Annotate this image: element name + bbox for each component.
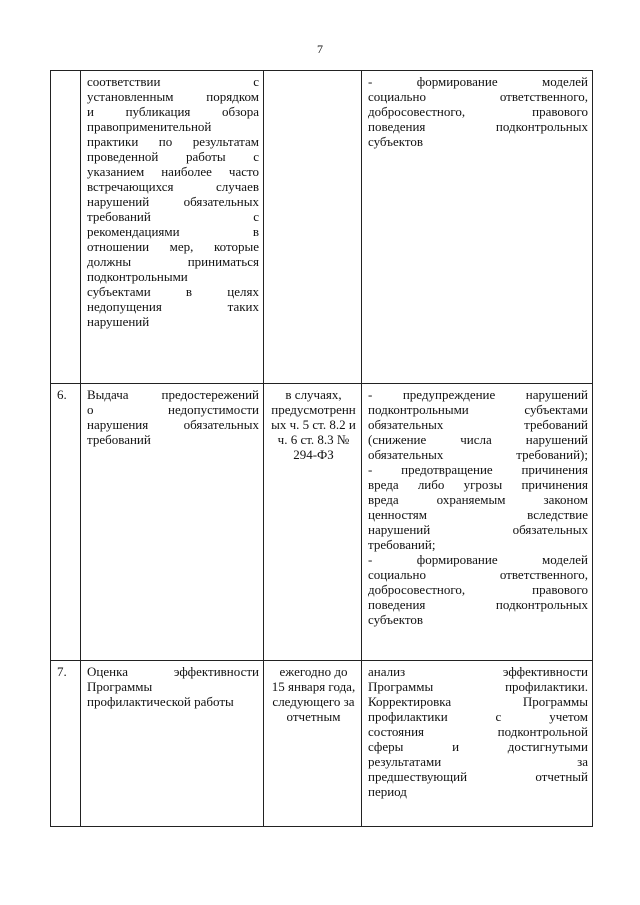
action-cell-line: встречающихся случаев [87, 179, 259, 194]
term-cell-line: следующего за [272, 694, 355, 709]
action-cell-line: должны приниматься [87, 254, 259, 269]
action-cell-line: указанием наиболее часто [87, 164, 259, 179]
action-cell [81, 384, 264, 661]
goals-cell-line: добросовестного, правового [368, 582, 588, 597]
action-cell-line: требований с [87, 209, 259, 224]
goals-cell-line: результатами за [368, 754, 588, 769]
goals-cell-line: вреда либо угрозы причинения [368, 477, 588, 492]
goals-cell-line: обязательных требований [368, 417, 588, 432]
term-cell-line: 294-ФЗ [293, 447, 334, 462]
action-cell-line: о недопустимости [87, 402, 259, 417]
action-cell-line: и публикация обзора [87, 104, 259, 119]
action-cell-line: практики по результатам [87, 134, 259, 149]
action-cell [81, 71, 264, 384]
term-cell-line: ч. 6 ст. 8.3 № [277, 432, 350, 447]
action-cell-line: нарушения обязательных [87, 417, 259, 432]
term-cell-line: 15 января года, [271, 679, 356, 694]
action-cell-line: установленным порядком [87, 89, 259, 104]
page-number: 7 [317, 42, 323, 56]
goals-cell [362, 71, 593, 384]
action-cell-line: нарушений [87, 314, 150, 329]
action-cell-line: нарушений обязательных [87, 194, 259, 209]
goals-cell-line: - предотвращение причинения [368, 462, 588, 477]
goals-cell-line: субъектов [368, 612, 424, 627]
action-cell-line: рекомендациями в [87, 224, 259, 239]
action-cell-line: требований [87, 432, 151, 447]
goals-cell-line: подконтрольными субъектами [368, 402, 588, 417]
goals-cell-line: - предупреждение нарушений [368, 387, 588, 402]
measures-table [50, 70, 593, 827]
table-row [51, 661, 593, 827]
goals-cell-line: Программы профилактики. [368, 679, 588, 694]
goals-cell-line: вреда охраняемым законом [368, 492, 588, 507]
row-number: 7. [51, 661, 81, 827]
action-cell-line: соответствии с [87, 74, 259, 89]
term-cell-line: в случаях, [285, 387, 342, 402]
action-cell-line: Выдача предостережений [87, 387, 259, 402]
goals-cell-line: поведения подконтрольных [368, 119, 588, 134]
goals-cell-line: анализ эффективности [368, 664, 588, 679]
row-number: 6. [51, 384, 81, 661]
term-cell [264, 71, 362, 384]
goals-cell-line: период [368, 784, 407, 799]
goals-cell-line: сферы и достигнутыми [368, 739, 588, 754]
goals-cell [362, 661, 593, 827]
goals-cell-line: Корректировка Программы [368, 694, 588, 709]
goals-cell-line: (снижение числа нарушений [368, 432, 588, 447]
row-number [51, 71, 81, 384]
table-row [51, 71, 593, 384]
goals-cell-line: социально ответственного, [368, 89, 588, 104]
action-cell [81, 661, 264, 827]
goals-cell-line: поведения подконтрольных [368, 597, 588, 612]
action-cell-line: проведенной работы с [87, 149, 259, 164]
goals-cell-line: добросовестного, правового [368, 104, 588, 119]
goals-cell-line: - формирование моделей [368, 552, 588, 567]
action-cell-line: субъектами в целях [87, 284, 259, 299]
goals-cell-line: ценностям вследствие [368, 507, 588, 522]
action-cell-line: Оценка эффективности [87, 664, 259, 679]
goals-cell-line: предшествующий отчетный [368, 769, 588, 784]
goals-cell-line: нарушений обязательных [368, 522, 588, 537]
action-cell-line: правоприменительной [87, 119, 212, 134]
action-cell-line: отношении мер, которые [87, 239, 259, 254]
table-row [51, 384, 593, 661]
term-cell-line: ых ч. 5 ст. 8.2 и [271, 417, 356, 432]
action-cell-line: Программы [87, 679, 153, 694]
term-cell-line: ежегодно до [279, 664, 348, 679]
goals-cell-line: обязательных требований); [368, 447, 588, 462]
goals-cell-line: требований; [368, 537, 436, 552]
goals-cell [362, 384, 593, 661]
term-cell [264, 661, 362, 827]
goals-cell-line: - формирование моделей [368, 74, 588, 89]
goals-cell-line: субъектов [368, 134, 424, 149]
action-cell-line: недопущения таких [87, 299, 259, 314]
action-cell-line: профилактической работы [87, 694, 234, 709]
action-cell-line: подконтрольными [87, 269, 188, 284]
term-cell-line: предусмотренн [271, 402, 356, 417]
goals-cell-line: состояния подконтрольной [368, 724, 588, 739]
goals-cell-line: профилактики с учетом [368, 709, 588, 724]
measures-table-body [51, 71, 593, 827]
term-cell-line: отчетным [286, 709, 341, 724]
goals-cell-line: социально ответственного, [368, 567, 588, 582]
term-cell [264, 384, 362, 661]
